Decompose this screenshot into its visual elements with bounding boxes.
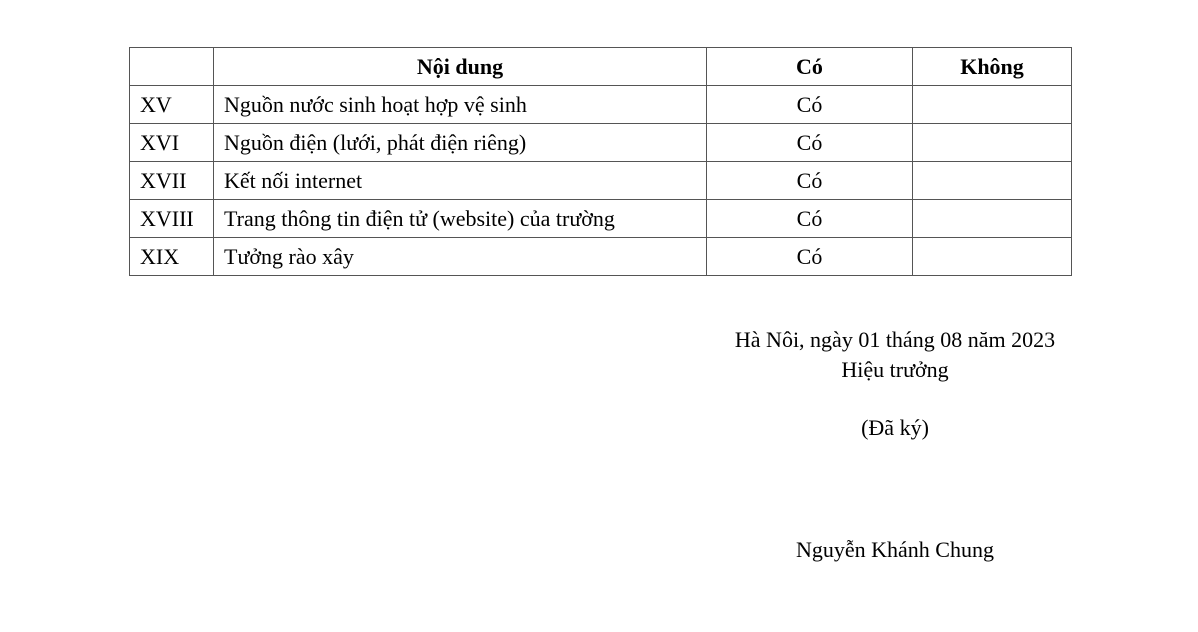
row-content: Nguồn điện (lưới, phát điện riêng) [214, 124, 707, 162]
table-row [130, 200, 1072, 238]
table-header-row [130, 48, 1072, 86]
signature-block [700, 322, 1090, 562]
table-row [130, 124, 1072, 162]
row-no [913, 162, 1072, 200]
row-number: XIX [130, 238, 214, 276]
row-number: XVII [130, 162, 214, 200]
row-yes: Có [707, 86, 913, 124]
row-number: XVI [130, 124, 214, 162]
signature-signed-note: (Đã ký) [861, 415, 929, 440]
table-row [130, 86, 1072, 124]
row-content: Nguồn nước sinh hoạt hợp vệ sinh [214, 86, 707, 124]
row-yes: Có [707, 162, 913, 200]
header-yes: Có [707, 48, 913, 86]
signature-date: Hà Nôi, ngày 01 tháng 08 năm 2023 [734, 327, 1056, 352]
row-yes: Có [707, 200, 913, 238]
row-no [913, 200, 1072, 238]
row-no [913, 238, 1072, 276]
signatory-name: Nguyễn Khánh Chung [796, 537, 994, 562]
row-yes: Có [707, 124, 913, 162]
table-row [130, 162, 1072, 200]
header-content: Nội dung [214, 48, 707, 86]
facilities-table [129, 47, 1072, 276]
header-no: Không [913, 48, 1072, 86]
row-number: XV [130, 86, 214, 124]
row-no [913, 124, 1072, 162]
row-content: Tưởng rào xây [214, 238, 707, 276]
row-content: Kết nối internet [214, 162, 707, 200]
row-content: Trang thông tin điện tử (website) của trường [214, 200, 707, 238]
row-yes: Có [707, 238, 913, 276]
header-number [130, 48, 214, 86]
row-number: XVIII [130, 200, 214, 238]
row-no [913, 86, 1072, 124]
signature-role: Hiệu trưởng [841, 357, 949, 382]
table-row [130, 238, 1072, 276]
